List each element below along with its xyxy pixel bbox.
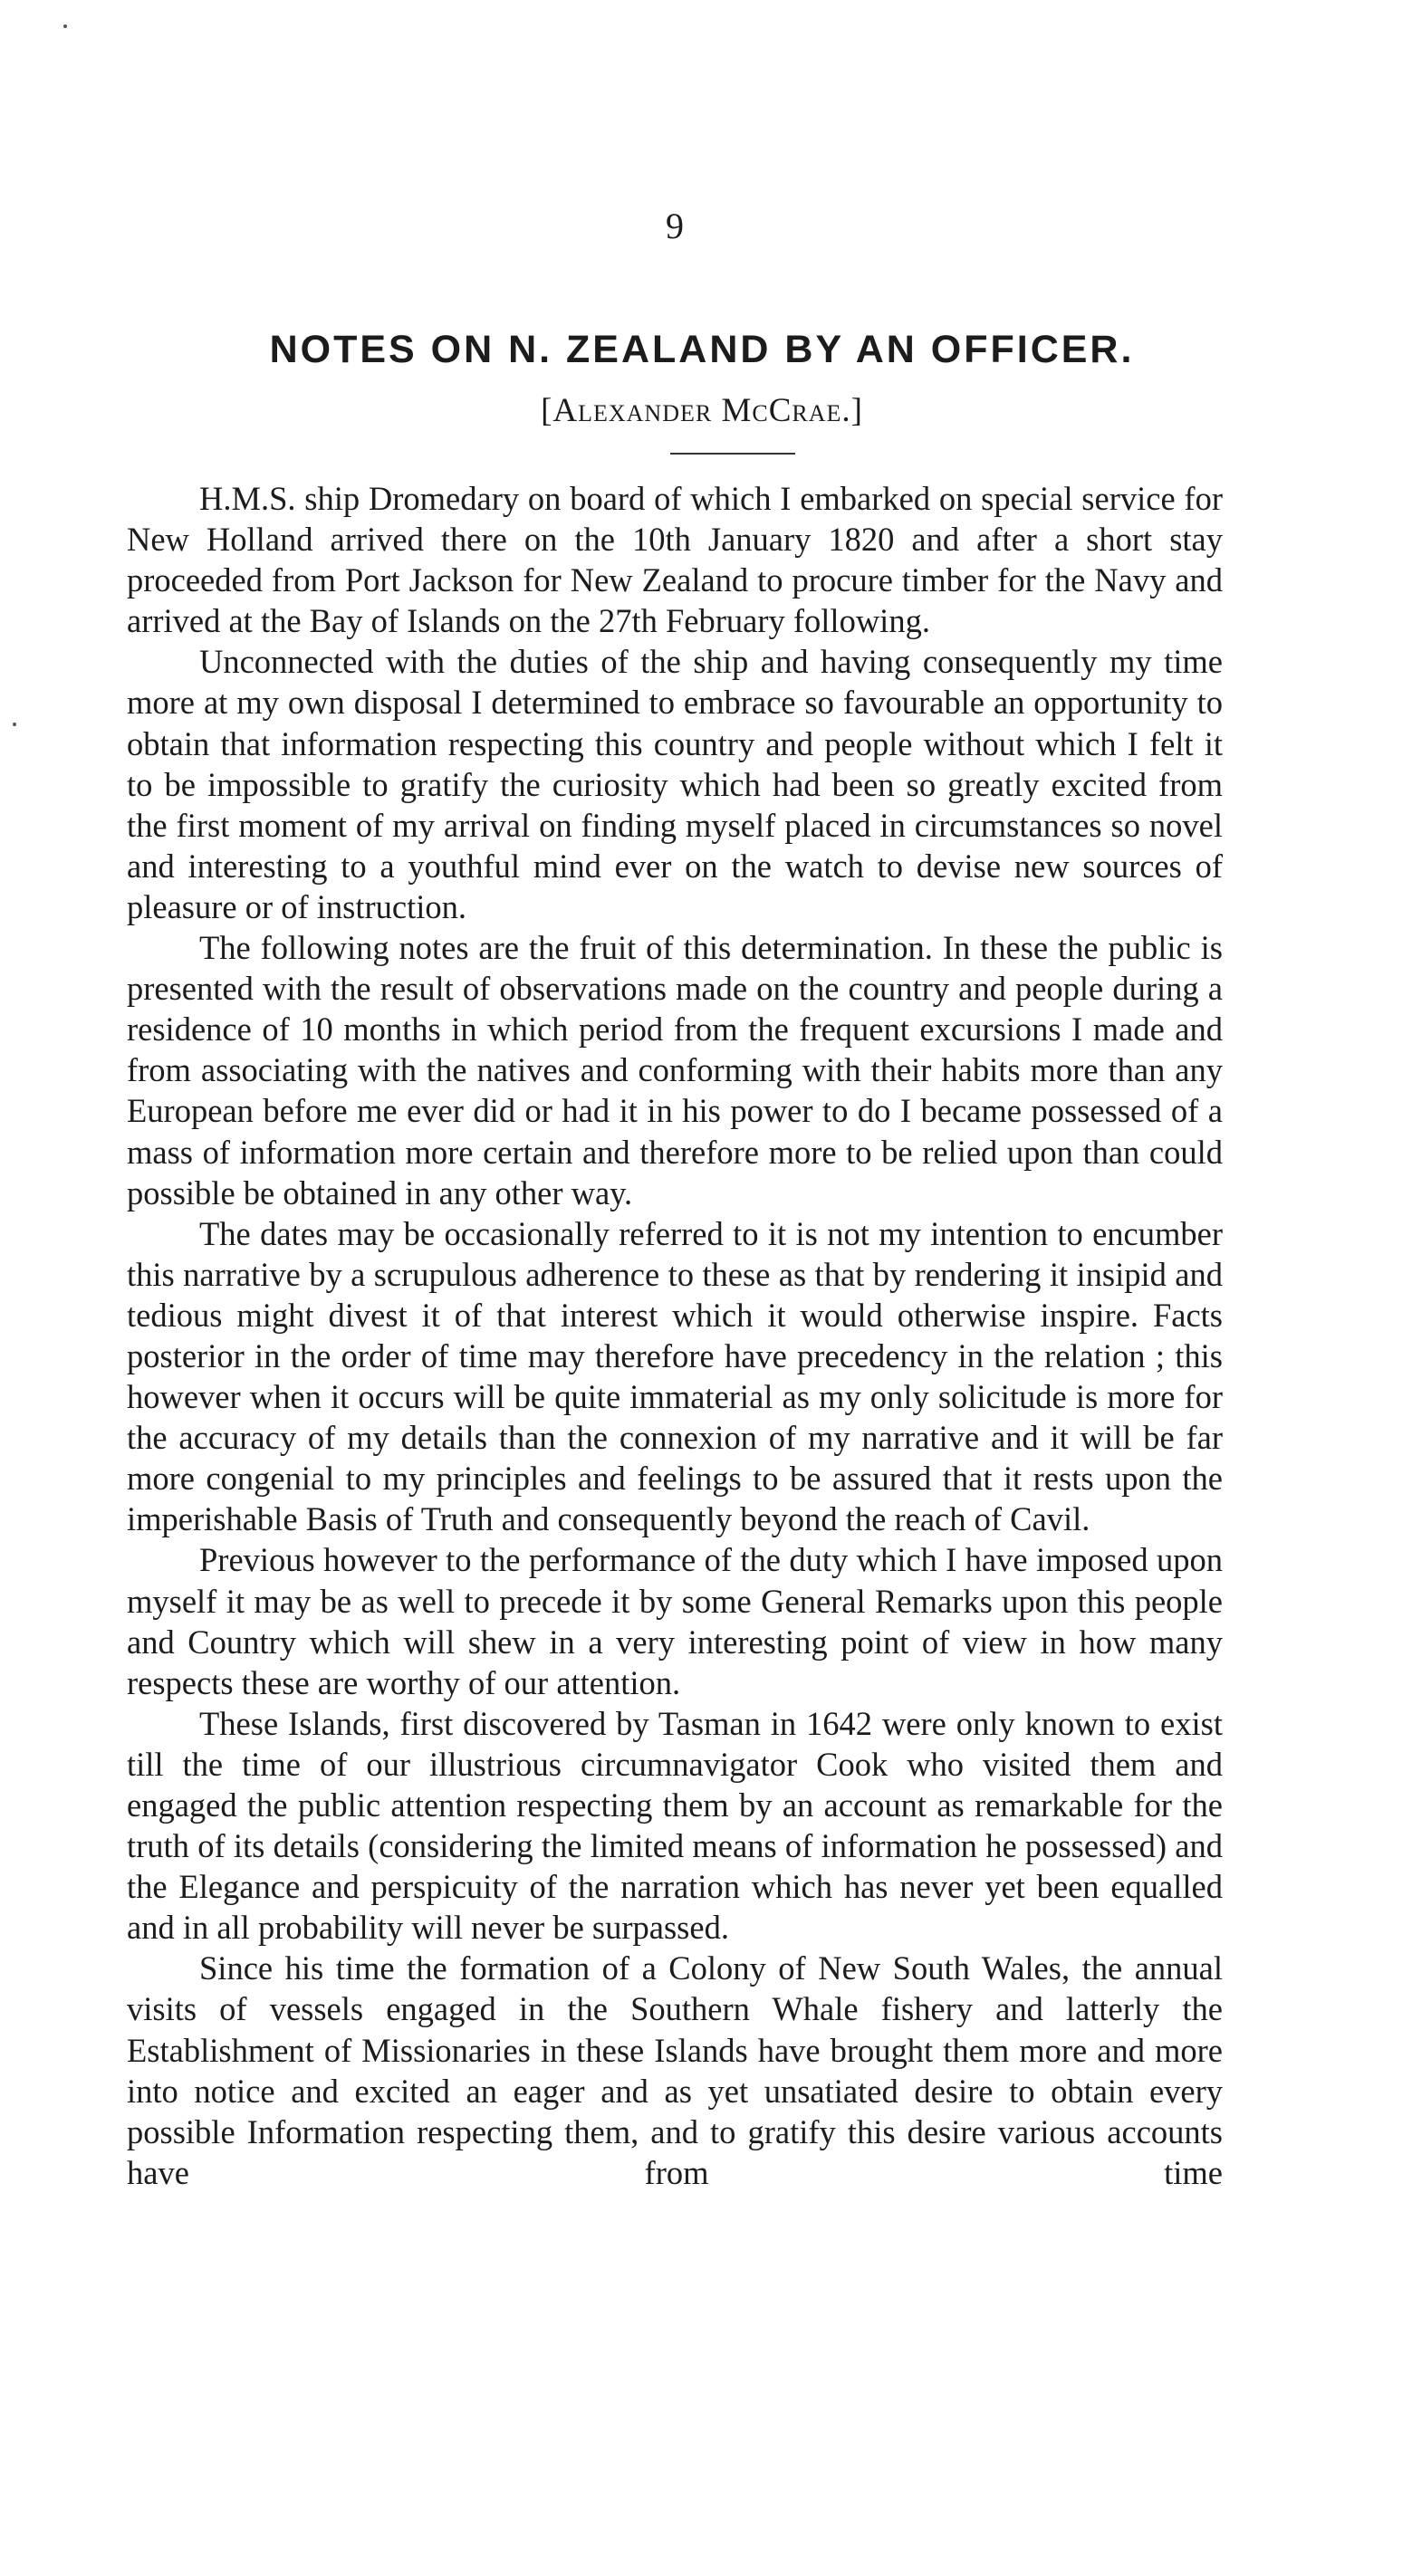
title-divider [670,453,795,455]
body-text [127,478,1223,2193]
paragraph: Since his time the formation of a Colony of New South Wales, the annual visits of vessels engaged in the Southern Whale fishery and latterly the Establishment of Missionaries in these Islands have brought them more and more into notice and excited an eager and as yet unsatiated desire to obtain every possible Information respecting them, and to gratify this desire various accounts have from time [127,1949,1223,2191]
paragraph: The following notes are the fruit of this determination. In these the public is presented with the result of observations made on the country and people during a residence of 10 months in which period from the frequent excursions I made and from associating with the natives and conforming with their habits more than any European before me ever did or had it in his power to do I became possessed of a mass of information more certain and therefore more to be relied upon than could possible be obtained in any other way. [127,929,1223,1211]
paragraph: Previous however to the performance of the duty which I have imposed upon myself it may be as well to precede it by some General Remarks upon this people and Country which will shew in a very interesting point of view in how many respects these are worthy of our attention. [127,1541,1223,1701]
scan-speck [13,723,16,726]
paragraph: These Islands, first discovered by Tasman in 1642 were only known to exist till the time of our illustrious circumnavigator Cook who visited them and engaged the public attention respecting them by an account as remarkable for the truth of its details (considering the limited means of information he possessed) and the Elegance and perspicuity of the narration which has never yet been equalled and in all probability will never be surpassed. [127,1704,1223,1947]
paragraph: H.M.S. ship Dromedary on board of which I embarked on special service for New Holland arrived there on the 10th January 1820 and after a short stay proceeded from Port Jackson for New Zealand to procure timber for the Navy and arrived at the Bay of Islands on the 27th February following. [127,480,1223,640]
paragraph: Unconnected with the duties of the ship and having consequently my time more at my own disposal I determined to embrace so favourable an opportunity to obtain that information respecting this country and people without which I felt it to be impossible to gratify the curiosity which had been so greatly excited from the first moment of my arrival on finding myself placed in circumstances so novel and interesting to a youthful mind ever on the watch to devise new sources of pleasure or of instruction. [127,643,1223,925]
scan-speck [63,24,67,28]
page-number: 9 [666,206,684,246]
paragraph: The dates may be occasionally referred to it is not my intention to encumber this narrative by a scrupulous adherence to these as that by rendering it insipid and tedious might divest it of that interest which it would otherwise inspire. Facts posterior in the order of time may therefore have precedency in the relation ; this however when it occurs will be quite immaterial as my only solicitude is more for the accuracy of my details than the connexion of my narrative and it will be far more congenial to my principles and feelings to be assured that it rests upon the imperishable Basis of Truth and consequently beyond the reach of Cavil. [127,1214,1223,1538]
author-line [127,391,1277,431]
author-name: [Alexander McCrae.] [541,392,863,429]
page-title: NOTES ON N. ZEALAND BY AN OFFICER. [269,328,1135,371]
